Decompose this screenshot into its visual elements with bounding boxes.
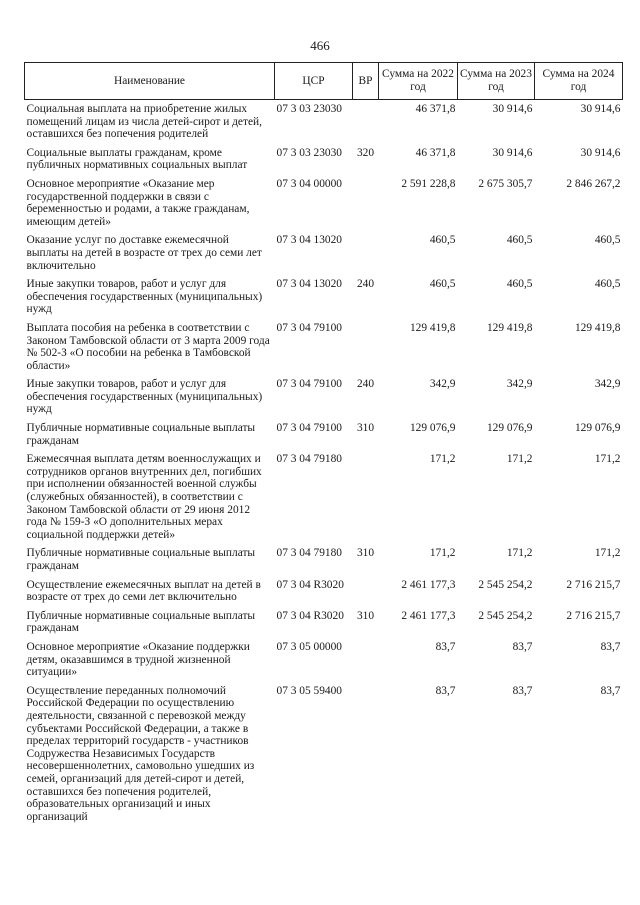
header-sum-2022: Сумма на 2022 год — [379, 63, 458, 100]
row-vr: 310 — [356, 609, 375, 622]
row-csr: 07 3 05 59400 — [276, 684, 342, 697]
row-sum-2024: 2 716 215,7 — [566, 609, 621, 622]
row-sum-2022: 129 419,8 — [409, 321, 456, 334]
row-sum-2022: 2 461 177,3 — [401, 609, 456, 622]
row-name: Осуществление ежемесячных выплат на детей в возрасте от трех до семи лет включительно — [26, 578, 261, 604]
row-csr: 07 3 04 79100 — [276, 422, 342, 435]
table-row — [25, 275, 623, 319]
row-name: Социальная выплата на приобретение жилых помещений лицам из числа детей-сирот и детей, оставшихся без попечения родителей — [26, 103, 262, 141]
row-vr: 310 — [356, 422, 375, 435]
row-sum-2023: 460,5 — [506, 234, 533, 247]
table-row — [25, 100, 623, 144]
row-sum-2023: 83,7 — [512, 640, 533, 653]
row-sum-2024: 460,5 — [594, 278, 621, 291]
row-sum-2022: 460,5 — [429, 234, 456, 247]
row-csr: 07 3 04 00000 — [276, 177, 342, 190]
row-name: Иные закупки товаров, работ и услуг для обеспечения государственных (муниципальных) нужд — [26, 278, 263, 316]
row-sum-2022: 46 371,8 — [415, 103, 456, 115]
row-sum-2024: 2 846 267,2 — [566, 177, 621, 190]
row-vr — [353, 175, 379, 231]
row-sum-2023: 30 914,6 — [492, 146, 533, 159]
row-sum-2024: 129 076,9 — [574, 422, 621, 435]
table-row — [25, 450, 623, 544]
row-vr: 320 — [356, 146, 375, 159]
row-sum-2022: 2 591 228,8 — [401, 177, 456, 190]
row-sum-2023: 2 675 305,7 — [478, 177, 533, 190]
table-row — [25, 319, 623, 375]
table-body — [25, 100, 623, 827]
row-sum-2024: 129 419,8 — [574, 321, 621, 334]
header-vr: ВР — [353, 63, 379, 100]
row-vr — [353, 319, 379, 375]
row-sum-2024: 171,2 — [594, 547, 621, 560]
header-sum-2023: Сумма на 2023 год — [458, 63, 535, 100]
row-sum-2022: 171,2 — [429, 547, 456, 560]
row-csr: 07 3 04 R3020 — [276, 578, 344, 591]
row-sum-2024: 83,7 — [600, 684, 621, 697]
row-vr: 240 — [356, 278, 375, 291]
row-csr: 07 3 04 R3020 — [276, 609, 344, 622]
row-sum-2023: 171,2 — [506, 453, 533, 466]
row-name: Ежемесячная выплата детям военнослужащих и сотрудников органов внутренних дел, погибших при исполнении обязанностей военной службы (служебных обязанностей), в соответствии с Законом Тамбовской области от 29 июня 2012 года № 159-З «О дополнительных мерах социальной поддержки детей» — [26, 453, 262, 541]
row-sum-2023: 171,2 — [506, 547, 533, 560]
header-csr: ЦСР — [275, 63, 353, 100]
row-name: Социальные выплаты гражданам, кроме публичных нормативных социальных выплат — [26, 146, 248, 172]
row-name: Публичные нормативные социальные выплаты гражданам — [26, 609, 256, 635]
row-sum-2022: 342,9 — [429, 378, 456, 391]
budget-table — [24, 62, 623, 826]
table-header — [25, 63, 623, 100]
row-name: Публичные нормативные социальные выплаты гражданам — [26, 422, 256, 447]
row-sum-2024: 171,2 — [594, 453, 621, 466]
row-csr: 07 3 04 79100 — [276, 378, 342, 391]
row-csr: 07 3 04 79180 — [276, 453, 342, 466]
row-sum-2024: 2 716 215,7 — [566, 578, 621, 591]
row-sum-2022: 46 371,8 — [415, 146, 456, 159]
row-csr: 07 3 04 13020 — [276, 234, 342, 247]
row-sum-2024: 460,5 — [594, 234, 621, 247]
row-vr: 310 — [356, 547, 375, 560]
row-vr — [353, 100, 379, 144]
table-row — [25, 419, 623, 450]
row-sum-2022: 83,7 — [435, 684, 456, 697]
row-vr: 240 — [356, 378, 375, 391]
row-name: Публичные нормативные социальные выплаты гражданам — [26, 547, 256, 572]
table-row — [25, 682, 623, 827]
table-row — [25, 175, 623, 231]
row-sum-2024: 30 914,6 — [580, 103, 621, 115]
row-sum-2024: 83,7 — [600, 640, 621, 653]
row-vr — [353, 682, 379, 827]
row-sum-2023: 2 545 254,2 — [478, 578, 533, 591]
row-sum-2023: 83,7 — [512, 684, 533, 697]
row-sum-2022: 83,7 — [435, 640, 456, 653]
row-sum-2022: 129 076,9 — [409, 422, 456, 435]
table-row — [25, 576, 623, 607]
row-name: Оказание услуг по доставке ежемесячной выплаты на детей в возрасте от трех до семи лет включительно — [26, 234, 262, 272]
row-sum-2023: 30 914,6 — [492, 103, 533, 115]
row-csr: 07 3 04 13020 — [276, 278, 342, 291]
table-row — [25, 375, 623, 419]
header-sum-2024: Сумма на 2024 год — [535, 63, 623, 100]
row-csr: 07 3 03 23030 — [276, 146, 342, 159]
row-sum-2022: 171,2 — [429, 453, 456, 466]
row-name: Осуществление переданных полномочий Российской Федерации по осуществлению деятельности, связанной с перевозкой между субъектами Российской Федерации, а также в пределах территорий государств - участников Содружества Независимых Государств несовершеннолетних, самовольно ушедших из семей, организаций для детей-сирот и детей, оставшихся без попечения родителей, образовательных организаций и иных организаций — [26, 684, 255, 823]
row-sum-2024: 342,9 — [594, 378, 621, 391]
row-vr — [353, 450, 379, 544]
row-sum-2023: 2 545 254,2 — [478, 609, 533, 622]
row-sum-2024: 30 914,6 — [580, 146, 621, 159]
row-csr: 07 3 04 79100 — [276, 321, 342, 334]
row-name: Основное мероприятие «Оказание поддержки детям, оказавшимся в трудной жизненной ситуации» — [26, 640, 250, 679]
row-sum-2023: 129 076,9 — [486, 422, 533, 435]
row-sum-2023: 342,9 — [506, 378, 533, 391]
row-csr: 07 3 05 00000 — [276, 640, 342, 653]
row-vr — [353, 576, 379, 607]
page-number: 466 — [310, 38, 330, 53]
table-row — [25, 544, 623, 575]
row-sum-2023: 460,5 — [506, 278, 533, 291]
table-row — [25, 144, 623, 175]
row-vr — [353, 231, 379, 275]
table-row — [25, 231, 623, 275]
row-sum-2022: 460,5 — [429, 278, 456, 291]
row-name: Иные закупки товаров, работ и услуг для обеспечения государственных (муниципальных) нужд — [26, 378, 263, 416]
header-name: Наименование — [25, 63, 275, 100]
row-name: Выплата пособия на ребенка в соответствии с Законом Тамбовской области от 3 марта 2009 года № 502-З «О пособии на ребенка в Тамбовской области» — [26, 321, 270, 372]
row-sum-2022: 2 461 177,3 — [401, 578, 456, 591]
row-sum-2023: 129 419,8 — [486, 321, 533, 334]
row-csr: 07 3 04 79180 — [276, 547, 342, 560]
row-name: Основное мероприятие «Оказание мер государственной поддержки в связи с беременностью и родами, а также гражданам, имеющим детей» — [26, 177, 250, 228]
row-csr: 07 3 03 23030 — [276, 103, 342, 115]
table-row — [25, 638, 623, 682]
row-vr — [353, 638, 379, 682]
table-row — [25, 607, 623, 638]
